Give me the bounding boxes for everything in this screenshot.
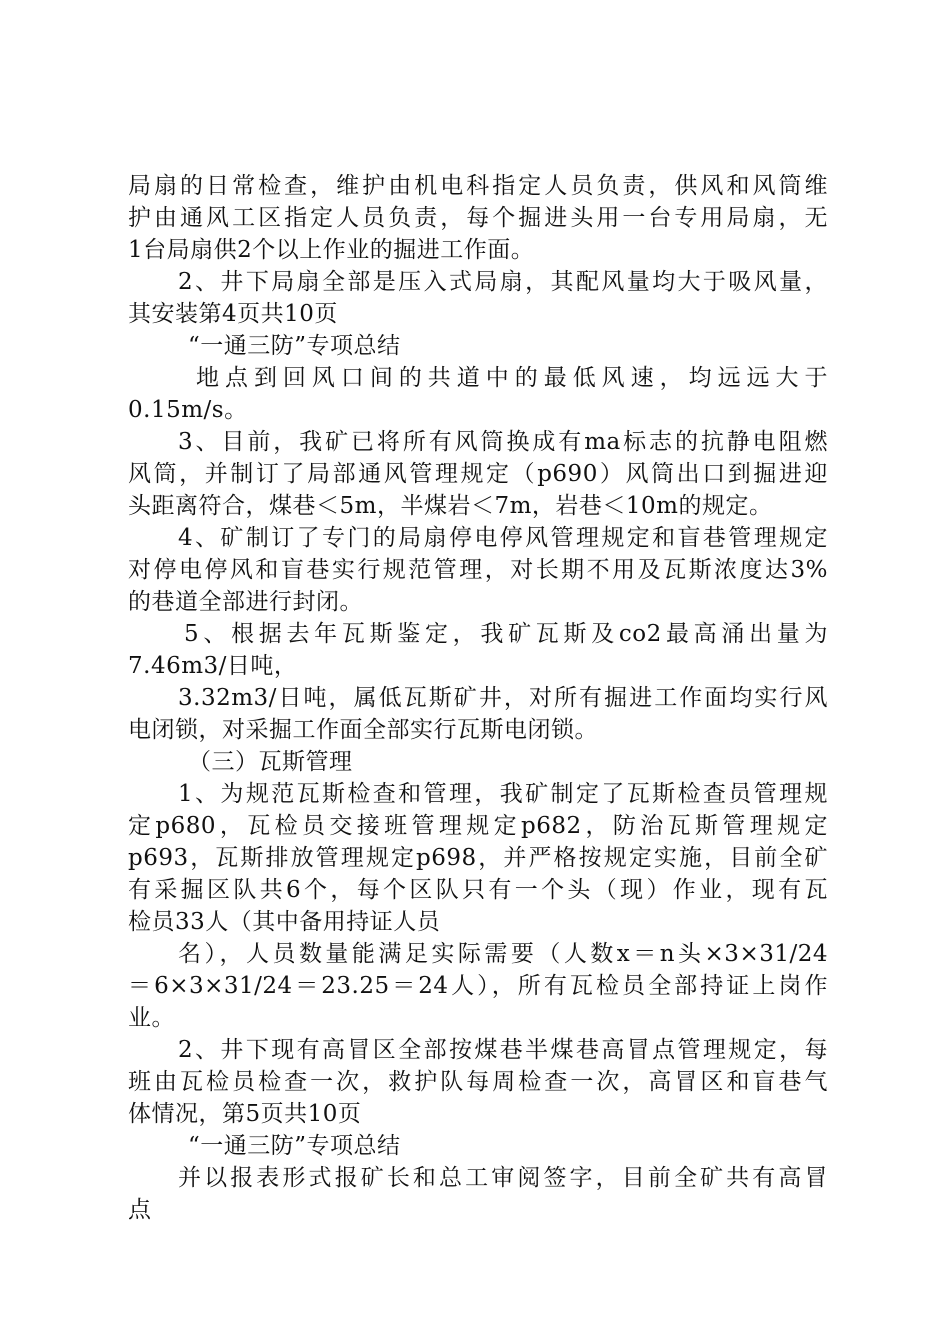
page-footer-1: 其安装第4页共10页 <box>128 301 338 327</box>
body-text <box>128 170 828 1226</box>
text-line: 业。 <box>128 1005 175 1031</box>
text-line: ＝6×3×31/24＝23.25＝24人），所有瓦检员全部持证上岗作 <box>128 973 828 999</box>
text-line: 7.46m3/日吨， <box>128 653 298 679</box>
text-line: 名），人员数量能满足实际需要（人数x＝n头×3×31/24 <box>178 941 828 967</box>
text-line: 的巷道全部进行封闭。 <box>128 589 363 615</box>
running-header-1: “一通三防”专项总结 <box>188 333 401 359</box>
text-line: 地点到回风口间的共道中的最低风速，均远远大于 <box>196 365 828 391</box>
text-line: 对停电停风和盲巷实行规范管理，对长期不用及瓦斯浓度达3% <box>128 557 828 583</box>
section-heading: （三）瓦斯管理 <box>188 749 353 775</box>
text-line: 1、为规范瓦斯检查和管理，我矿制定了瓦斯检查员管理规 <box>178 781 828 807</box>
text-line: 检员33人（其中备用持证人员 <box>128 909 441 935</box>
text-line: 风筒，并制订了局部通风管理规定（p690）风筒出口到掘进迎 <box>128 461 828 487</box>
text-line: p693，瓦斯排放管理规定p698，并严格按规定实施，目前全矿 <box>128 845 828 871</box>
text-line: 头距离符合，煤巷＜5m，半煤岩＜7m，岩巷＜10m的规定。 <box>128 493 773 519</box>
text-line: 电闭锁，对采掘工作面全部实行瓦斯电闭锁。 <box>128 717 598 743</box>
page-footer-2: 体情况，第5页共10页 <box>128 1101 362 1127</box>
text-line: 点 <box>128 1197 152 1223</box>
text-line: 护由通风工区指定人员负责，每个掘进头用一台专用局扇，无 <box>128 205 828 231</box>
text-line: 班由瓦检员检查一次，救护队每周检查一次，高冒区和盲巷气 <box>128 1069 828 1095</box>
text-line: 有采掘区队共6个，每个区队只有一个头（现）作业，现有瓦 <box>128 877 828 903</box>
running-header-2: “一通三防”专项总结 <box>188 1133 401 1159</box>
text-line: 0.15m/s。 <box>128 397 248 423</box>
text-line: 定p680，瓦检员交接班管理规定p682，防治瓦斯管理规定 <box>128 813 828 839</box>
text-line: 3.32m3/日吨，属低瓦斯矿井，对所有掘进工作面均实行风 <box>178 685 828 711</box>
text-line: 2、井下现有高冒区全部按煤巷半煤巷高冒点管理规定，每 <box>178 1037 828 1063</box>
text-line: 3、目前，我矿已将所有风筒换成有ma标志的抗静电阻燃 <box>178 429 828 455</box>
text-line: 5、根据去年瓦斯鉴定，我矿瓦斯及co2最高涌出量为 <box>184 621 828 647</box>
text-line: 并以报表形式报矿长和总工审阅签字，目前全矿共有高冒 <box>178 1165 828 1191</box>
text-line: 局扇的日常检查，维护由机电科指定人员负责，供风和风筒维 <box>128 173 828 199</box>
text-line: 4、矿制订了专门的局扇停电停风管理规定和盲巷管理规定 <box>178 525 828 551</box>
text-line: 1台局扇供2个以上作业的掘进工作面。 <box>128 237 535 263</box>
text-line: 2、井下局扇全部是压入式局扇，其配风量均大于吸风量， <box>178 269 828 295</box>
